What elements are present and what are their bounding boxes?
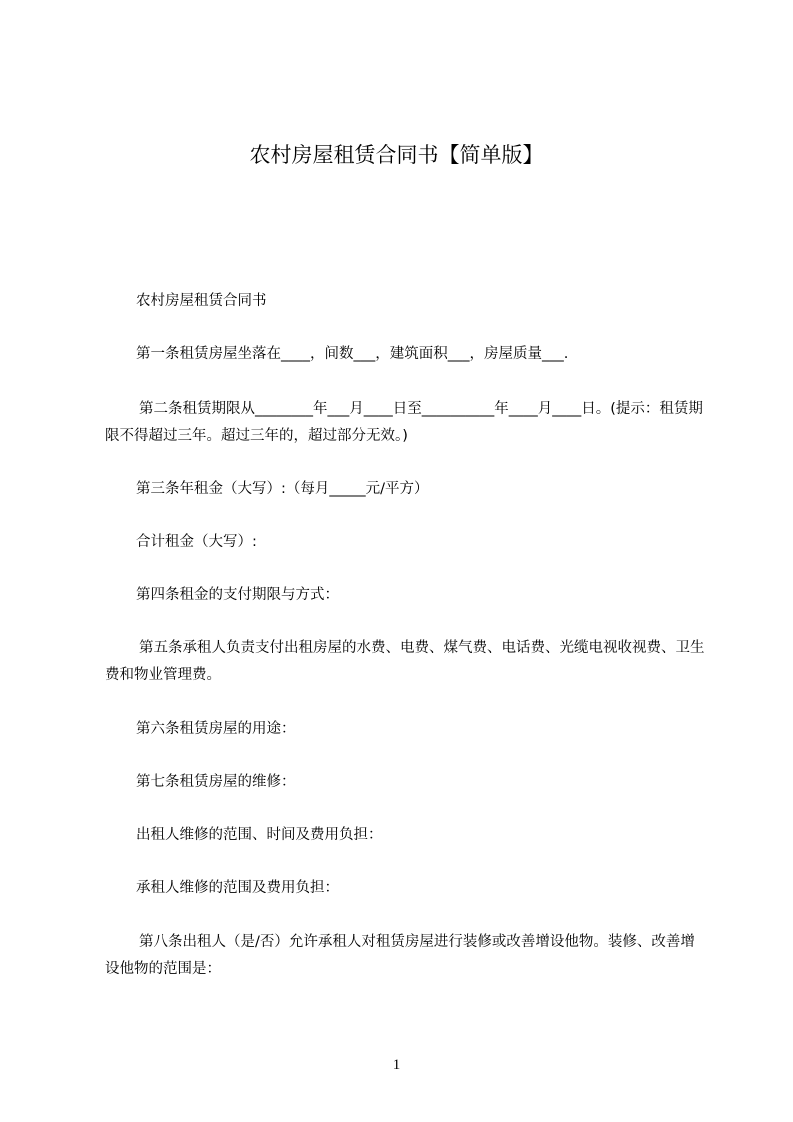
paragraph-article-4: 第四条租金的支付期限与方式： — [136, 587, 339, 603]
page-number: 1 — [392, 1057, 401, 1073]
paragraph-article-5: 第五条承租人负责支付出租房屋的水费、电费、煤气费、电话费、光缆电视收视费、卫生费和物业管理费。 — [105, 640, 705, 683]
paragraph-article-6: 第六条租赁房屋的用途： — [136, 721, 296, 737]
paragraph-total-rent: 合计租金（大写）: — [136, 534, 257, 550]
document-title: 农村房屋租赁合同书【简单版】 — [249, 143, 544, 167]
paragraph-article-2: 第二条租赁期限从________年___月____日至__________年____月____日。(提示：租赁期限不得超过三年。超过三年的，超过部分无效。) — [105, 401, 703, 444]
paragraph-lessor-repair: 出租人维修的范围、时间及费用负担： — [136, 827, 383, 843]
paragraph-lessee-repair: 承租人维修的范围及费用负担： — [136, 880, 339, 896]
paragraph-article-1: 第一条租赁房屋坐落在____，间数___，建筑面积___，房屋质量___. — [136, 346, 569, 362]
paragraph-heading: 农村房屋租赁合同书 — [136, 293, 267, 309]
paragraph-article-3: 第三条年租金（大写）:（每月_____元/平方） — [136, 481, 429, 497]
paragraph-article-8: 第八条出租人（是/否）允许承租人对租赁房屋进行装修或改善增设他物。装修、改善增设他物的范围是： — [105, 934, 695, 977]
paragraph-article-7: 第七条租赁房屋的维修： — [136, 774, 296, 790]
